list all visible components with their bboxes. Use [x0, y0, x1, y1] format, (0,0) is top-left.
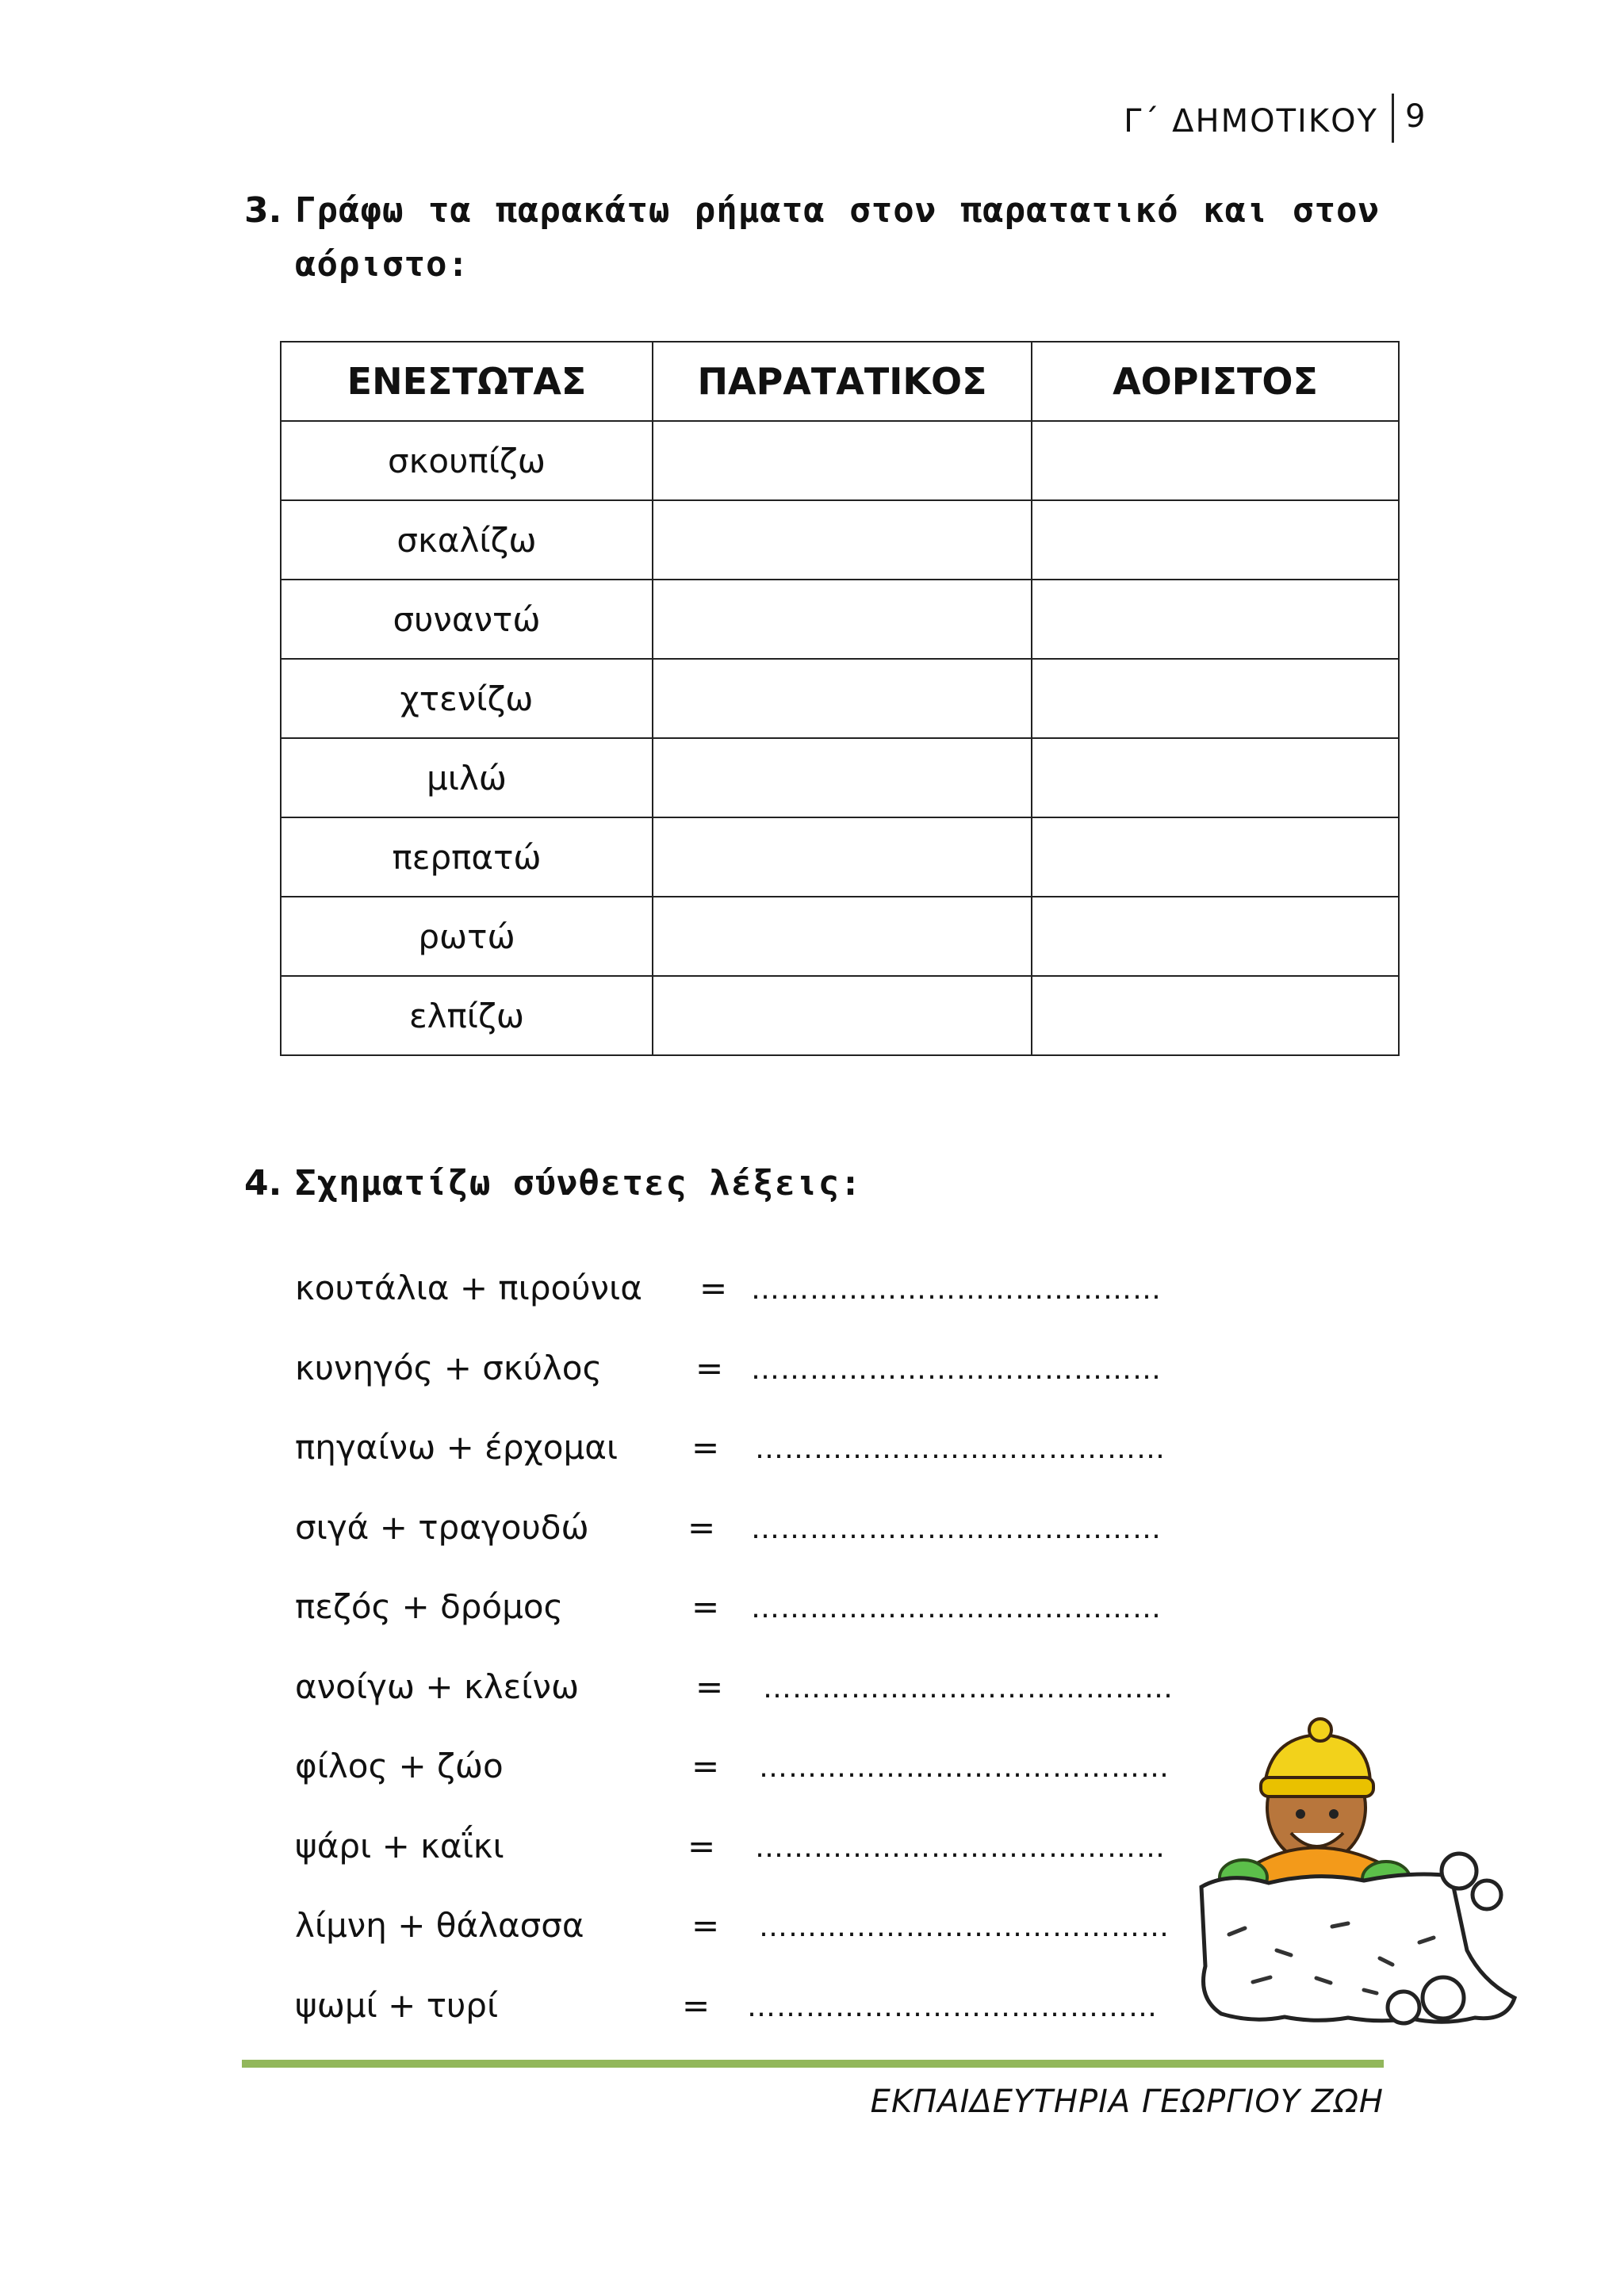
present-verb-cell: σκουπίζω [281, 421, 653, 500]
compound-word-parts: σιγά + τραγουδώ [295, 1507, 589, 1547]
answer-blank[interactable]: …………………………………… [751, 1512, 1162, 1545]
aorist-answer-cell[interactable] [1032, 580, 1399, 659]
aorist-answer-cell[interactable] [1032, 421, 1399, 500]
compound-word-parts: λίμνη + θάλασσα [295, 1906, 584, 1945]
imperfect-answer-cell[interactable] [653, 421, 1032, 500]
present-verb-cell: ρωτώ [281, 897, 653, 976]
imperfect-answer-cell[interactable] [653, 580, 1032, 659]
imperfect-answer-cell[interactable] [653, 976, 1032, 1055]
equals-sign: = [695, 1348, 724, 1387]
aorist-answer-cell[interactable] [1032, 897, 1399, 976]
equals-sign: = [691, 1906, 720, 1945]
section4-number: 4. [244, 1163, 282, 1203]
footer-rule [242, 2060, 1384, 2068]
column-header-imperfect: ΠΑΡΑΤΑΤΙΚΟΣ [653, 342, 1032, 421]
table-row [281, 738, 1399, 817]
present-verb-cell: ελπίζω [281, 976, 653, 1055]
header-separator [1392, 94, 1394, 143]
equals-sign: = [691, 1747, 720, 1785]
table-header-row [281, 342, 1399, 421]
present-verb-cell: χτενίζω [281, 659, 653, 738]
equals-sign: = [695, 1667, 724, 1706]
compound-word-parts: ανοίγω + κλείνω [295, 1667, 580, 1706]
section3-instruction-line1: Γράφω τα παρακάτω ρήματα στον παρατατικό και στον [295, 190, 1380, 231]
equals-sign: = [682, 1985, 710, 2025]
equals-sign: = [691, 1428, 720, 1467]
present-verb-cell: σκαλίζω [281, 500, 653, 580]
answer-blank[interactable]: …………………………………… [759, 1751, 1170, 1784]
table-row [281, 659, 1399, 738]
present-verb-cell: συναντώ [281, 580, 653, 659]
present-verb-cell: μιλώ [281, 738, 653, 817]
section3-number: 3. [244, 190, 282, 231]
answer-blank[interactable]: …………………………………… [755, 1831, 1166, 1864]
aorist-answer-cell[interactable] [1032, 817, 1399, 897]
compound-word-parts: πηγαίνω + έρχομαι [295, 1428, 619, 1467]
answer-blank[interactable]: …………………………………… [751, 1592, 1162, 1624]
compound-word-parts: πεζός + δρόμος [295, 1587, 564, 1626]
section3-instruction-line2: αόριστο: [295, 244, 469, 285]
table-row [281, 580, 1399, 659]
compound-word-parts: κουτάλια + πιρούνια [295, 1269, 642, 1307]
answer-blank[interactable]: …………………………………… [759, 1911, 1170, 1943]
section4-title: Σχηματίζω σύνθετες λέξεις: [295, 1163, 862, 1203]
compound-word-parts: κυνηγός + σκύλος [295, 1348, 603, 1387]
page-header-title: Γ΄ ΔΗΜΟΤΙΚΟΥ [1124, 103, 1378, 140]
equals-sign: = [699, 1269, 728, 1307]
compound-word-parts: ψάρι + καΐκι [295, 1826, 504, 1866]
imperfect-answer-cell[interactable] [653, 659, 1032, 738]
equals-sign: = [691, 1587, 720, 1626]
aorist-answer-cell[interactable] [1032, 976, 1399, 1055]
footer-text: ΕΚΠΑΙΔΕΥΤΗΡΙΑ ΓΕΩΡΓΙΟΥ ΖΩΗ [870, 2084, 1384, 2120]
aorist-answer-cell[interactable] [1032, 500, 1399, 580]
table-row [281, 817, 1399, 897]
answer-blank[interactable]: …………………………………… [747, 1990, 1158, 2023]
answer-blank[interactable]: …………………………………… [751, 1273, 1162, 1306]
imperfect-answer-cell[interactable] [653, 500, 1032, 580]
child-behind-snow-wall-icon [1182, 1712, 1530, 2045]
page-number: 9 [1405, 98, 1426, 135]
imperfect-answer-cell[interactable] [653, 897, 1032, 976]
answer-blank[interactable]: …………………………………… [763, 1671, 1174, 1705]
present-verb-cell: περπατώ [281, 817, 653, 897]
compound-word-parts: ψωμί + τυρί [295, 1985, 499, 2025]
table-row [281, 897, 1399, 976]
table-row [281, 500, 1399, 580]
equals-sign: = [688, 1507, 716, 1547]
aorist-answer-cell[interactable] [1032, 659, 1399, 738]
imperfect-answer-cell[interactable] [653, 738, 1032, 817]
column-header-present: ΕΝΕΣΤΩΤΑΣ [281, 342, 653, 421]
equals-sign: = [688, 1826, 716, 1866]
answer-blank[interactable]: …………………………………… [751, 1353, 1162, 1386]
answer-blank[interactable]: …………………………………… [755, 1433, 1166, 1465]
table-row [281, 976, 1399, 1055]
imperfect-answer-cell[interactable] [653, 817, 1032, 897]
compound-word-parts: φίλος + ζώο [295, 1747, 504, 1785]
column-header-aorist: ΑΟΡΙΣΤΟΣ [1032, 342, 1399, 421]
verb-table [280, 341, 1400, 1056]
table-row [281, 421, 1399, 500]
aorist-answer-cell[interactable] [1032, 738, 1399, 817]
